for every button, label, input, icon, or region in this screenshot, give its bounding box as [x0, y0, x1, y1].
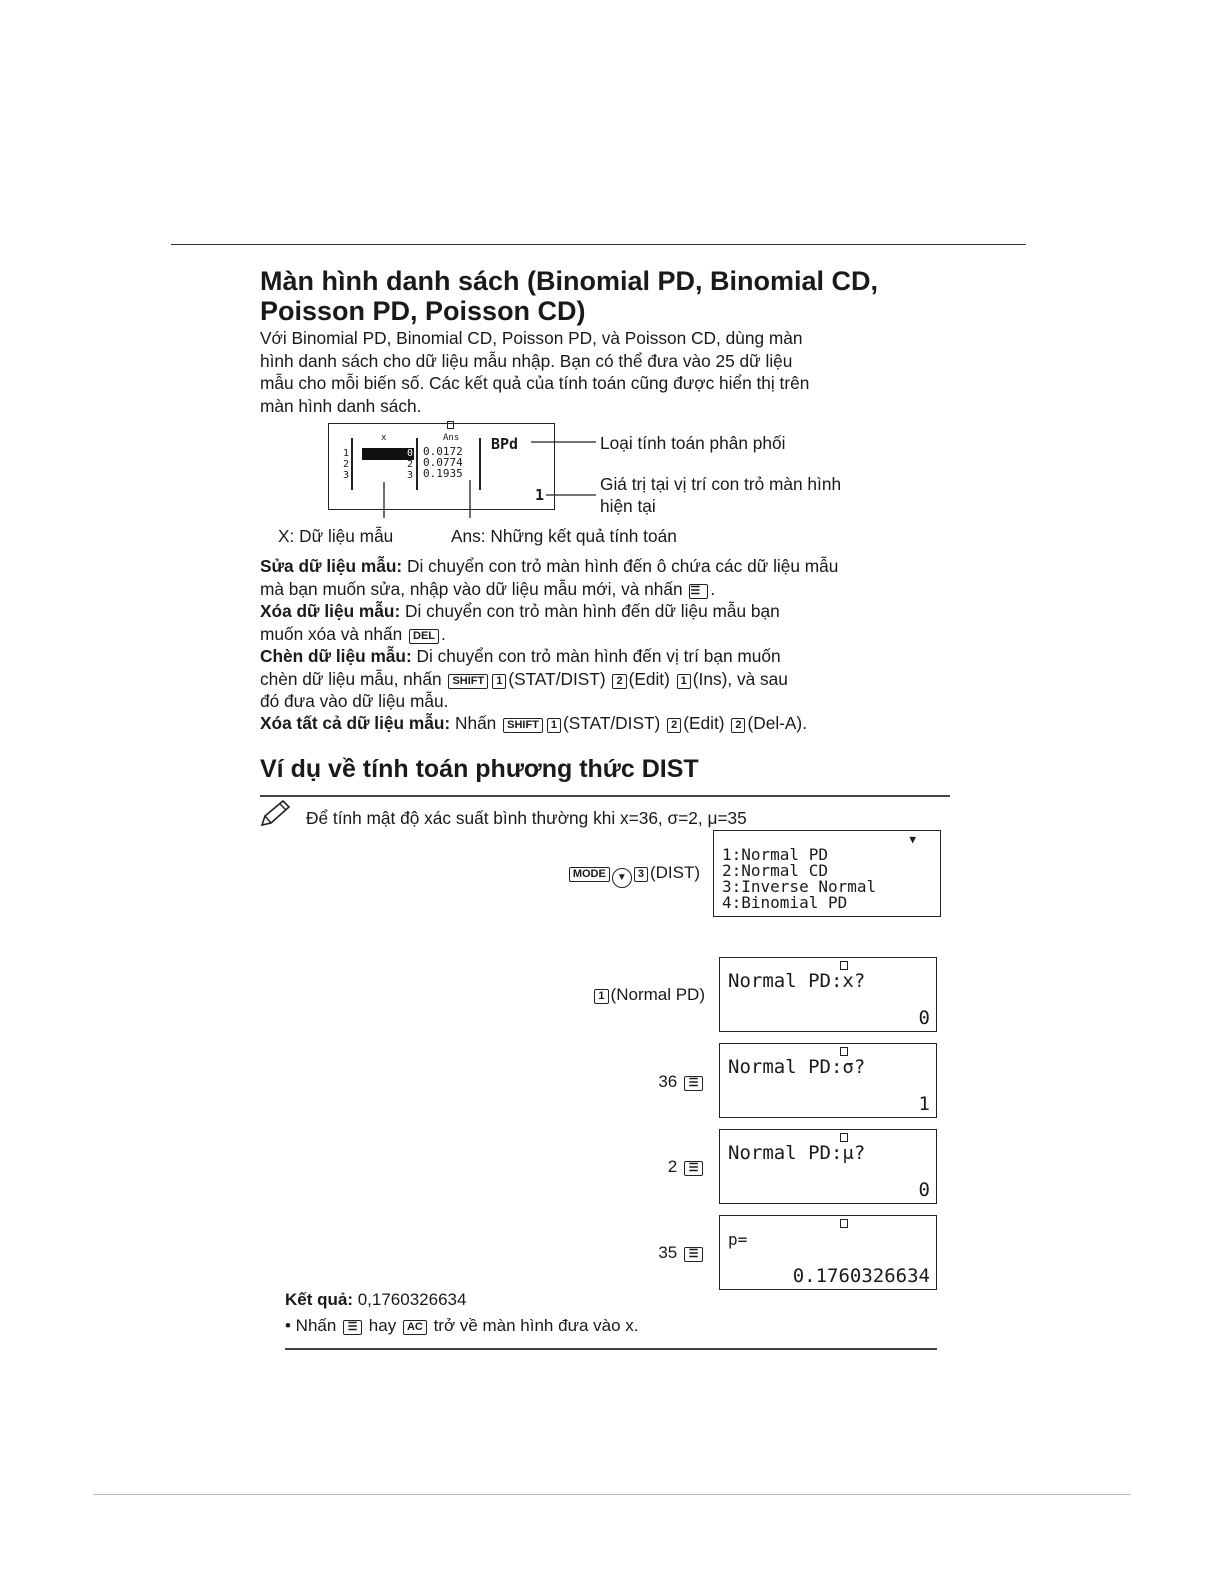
- lcd-screen: [719, 1129, 937, 1204]
- list-cell-x: 0: [407, 448, 414, 459]
- list-cell-ans: 0.1935: [423, 467, 463, 480]
- delete-heading: Xóa dữ liệu mẫu:: [260, 601, 401, 621]
- list-cell-x: 2: [407, 459, 414, 470]
- list-cell-ans: 0.0172: [423, 445, 463, 458]
- equals-key-icon: ☰: [684, 1076, 703, 1091]
- intro-line: mẫu cho mỗi biến số. Các kết quả của tính toán cũng được hiển thị trên: [260, 373, 810, 393]
- note-line: [285, 1316, 638, 1336]
- example-end-rule: [285, 1348, 937, 1350]
- indicator-icon: [840, 961, 848, 970]
- menu-screen: [713, 830, 941, 917]
- ac-key-icon: AC: [403, 1320, 427, 1335]
- key-1-icon: 1: [492, 674, 506, 689]
- insert-heading: Chèn dữ liệu mẫu:: [260, 646, 412, 666]
- insert-text: Di chuyển con trỏ màn hình đến vị trí bạn muốn: [411, 646, 781, 666]
- del-key-icon: DEL: [409, 629, 439, 644]
- delete-all-heading: Xóa tất cả dữ liệu mẫu:: [260, 713, 451, 733]
- menu-item: 4:Binomial PD: [722, 893, 848, 912]
- step-keys: [480, 1243, 705, 1263]
- result-value: 0,1760326634: [353, 1290, 467, 1309]
- example-title: Ví dụ về tính toán phương thức DIST: [260, 755, 699, 783]
- indicator-icon: [840, 1133, 848, 1142]
- shift-key-icon: SHIFT: [503, 718, 543, 733]
- callout-ans-label: Ans: Những kết quả tính toán: [451, 526, 677, 546]
- equals-key-icon: ☰: [689, 584, 708, 599]
- insert-text: (Edit): [628, 668, 670, 689]
- key-1-icon: 1: [594, 989, 608, 1004]
- delete-instruction: Xóa dữ liệu mẫu: Di chuyển con trỏ màn hình đến dữ liệu mẫu bạn muốn xóa và nhấn DEL .: [260, 601, 780, 644]
- list-mode-label: BPd: [491, 435, 519, 453]
- indicator-icon: [840, 1219, 848, 1228]
- note-text: trở về màn hình đưa vào x.: [433, 1316, 639, 1335]
- insert-text: đó đưa vào dữ liệu mẫu.: [260, 691, 449, 711]
- scroll-down-icon: ▼: [909, 833, 916, 846]
- key-3-icon: 3: [634, 867, 648, 882]
- key-2-icon: 2: [731, 718, 745, 733]
- delete-all-text: (Edit): [683, 713, 725, 733]
- delete-all-instruction: [260, 712, 944, 735]
- callout-calc-type: Loại tính toán phân phối: [600, 433, 786, 453]
- note-text: • Nhấn: [285, 1316, 337, 1335]
- step-keys: [480, 1157, 705, 1177]
- delete-all-text: Nhấn: [450, 713, 497, 733]
- edit-text: mà bạn muốn sửa, nhập vào dữ liệu mẫu mới, và nhấn: [260, 578, 683, 599]
- list-cell-x: 3: [407, 470, 414, 481]
- menu-item: 1:Normal PD: [722, 845, 828, 864]
- edit-text: Di chuyển con trỏ màn hình đến ô chứa các dữ liệu mẫu: [402, 556, 839, 576]
- indicator-icon: [840, 1047, 848, 1056]
- lcd-line2: 0: [918, 1179, 930, 1201]
- list-col-ans-header: Ans: [443, 433, 460, 443]
- list-row-index: 3: [343, 470, 350, 481]
- list-row-index: 1: [343, 448, 350, 459]
- insert-instruction: [260, 645, 944, 713]
- callout-cursor-value: Giá trị tại vị trí con trỏ màn hình: [600, 474, 842, 494]
- note-text: hay: [368, 1316, 397, 1335]
- equals-key-icon: ☰: [343, 1320, 362, 1335]
- edit-heading: Sửa dữ liệu mẫu:: [260, 556, 403, 576]
- equals-key-icon: ☰: [684, 1161, 703, 1176]
- lcd-line2: 0: [918, 1007, 930, 1029]
- list-cursor-value: 1: [535, 486, 545, 504]
- intro-line: Với Binomial PD, Binomial CD, Poisson PD, và Poisson CD, dùng màn: [260, 328, 803, 348]
- insert-text: (STAT/DIST): [508, 668, 606, 689]
- list-col-x-header: x: [381, 433, 387, 443]
- delete-text: muốn xóa và nhấn: [260, 623, 403, 644]
- lcd-line2: 1: [918, 1093, 930, 1115]
- lcd-line2: 0.1760326634: [792, 1265, 930, 1287]
- step-label: 35: [658, 1243, 678, 1262]
- lcd-line1: p=: [728, 1230, 748, 1249]
- menu-item: 2:Normal CD: [722, 861, 828, 880]
- down-arrow-key-icon: ▼: [612, 868, 632, 888]
- example-rule: [260, 795, 950, 797]
- step-keys: [480, 1072, 705, 1092]
- step-label: 2: [667, 1157, 678, 1176]
- step-label: (DIST): [649, 863, 700, 882]
- equals-key-icon: ☰: [684, 1247, 703, 1262]
- lcd-line1: Normal PD:μ?: [728, 1142, 866, 1164]
- intro-line: hình danh sách cho dữ liệu mẫu nhập. Bạn có thể đưa vào 25 dữ liệu: [260, 350, 793, 371]
- mode-key-icon: MODE: [569, 867, 610, 882]
- insert-text: (Ins), và sau: [692, 668, 788, 689]
- step-label: (Normal PD): [610, 985, 705, 1004]
- lcd-screen: [719, 1215, 937, 1290]
- lcd-screen: [719, 957, 937, 1032]
- list-row-index: 2: [343, 459, 350, 470]
- pencil-icon: [258, 799, 292, 829]
- result-label: Kết quả:: [285, 1290, 353, 1309]
- delete-all-text: (STAT/DIST): [563, 713, 661, 733]
- footer-rule: [93, 1494, 1131, 1495]
- example-description: Để tính mật độ xác suất bình thường khi x=36, σ=2, μ=35: [306, 808, 747, 828]
- result-line: [285, 1290, 466, 1310]
- list-cell-ans: 0.0774: [423, 456, 463, 469]
- step-label: 36: [658, 1072, 678, 1091]
- key-2-icon: 2: [667, 718, 681, 733]
- edit-instruction: Sửa dữ liệu mẫu: Di chuyển con trỏ màn hình đến ô chứa các dữ liệu mẫu mà bạn muốn sửa, nhập vào dữ liệu mẫu mới, và nhấn ☰ .: [260, 556, 839, 599]
- shift-key-icon: SHIFT: [448, 674, 488, 689]
- intro-line: màn hình danh sách.: [260, 395, 422, 416]
- step-keys: [480, 985, 705, 1005]
- lcd-line1: Normal PD:x?: [728, 970, 866, 992]
- delete-all-text: (Del-A).: [747, 713, 807, 733]
- delete-text: Di chuyển con trỏ màn hình đến dữ liệu mẫu bạn: [400, 601, 780, 621]
- step-keys: [480, 863, 700, 888]
- insert-text: chèn dữ liệu mẫu, nhấn: [260, 668, 442, 689]
- key-2-icon: 2: [612, 674, 626, 689]
- lcd-screen: [719, 1043, 937, 1118]
- key-1-icon: 1: [547, 718, 561, 733]
- section-title: Màn hình danh sách (Binomial PD, Binomial CD, Poisson PD, Poisson CD): [260, 266, 879, 326]
- callout-cursor-value-2: hiện tại: [600, 496, 656, 516]
- callout-x-label: X: Dữ liệu mẫu: [278, 526, 394, 546]
- lcd-line1: Normal PD:σ?: [728, 1056, 866, 1078]
- key-1-icon: 1: [677, 674, 691, 689]
- menu-item: 3:Inverse Normal: [722, 877, 877, 896]
